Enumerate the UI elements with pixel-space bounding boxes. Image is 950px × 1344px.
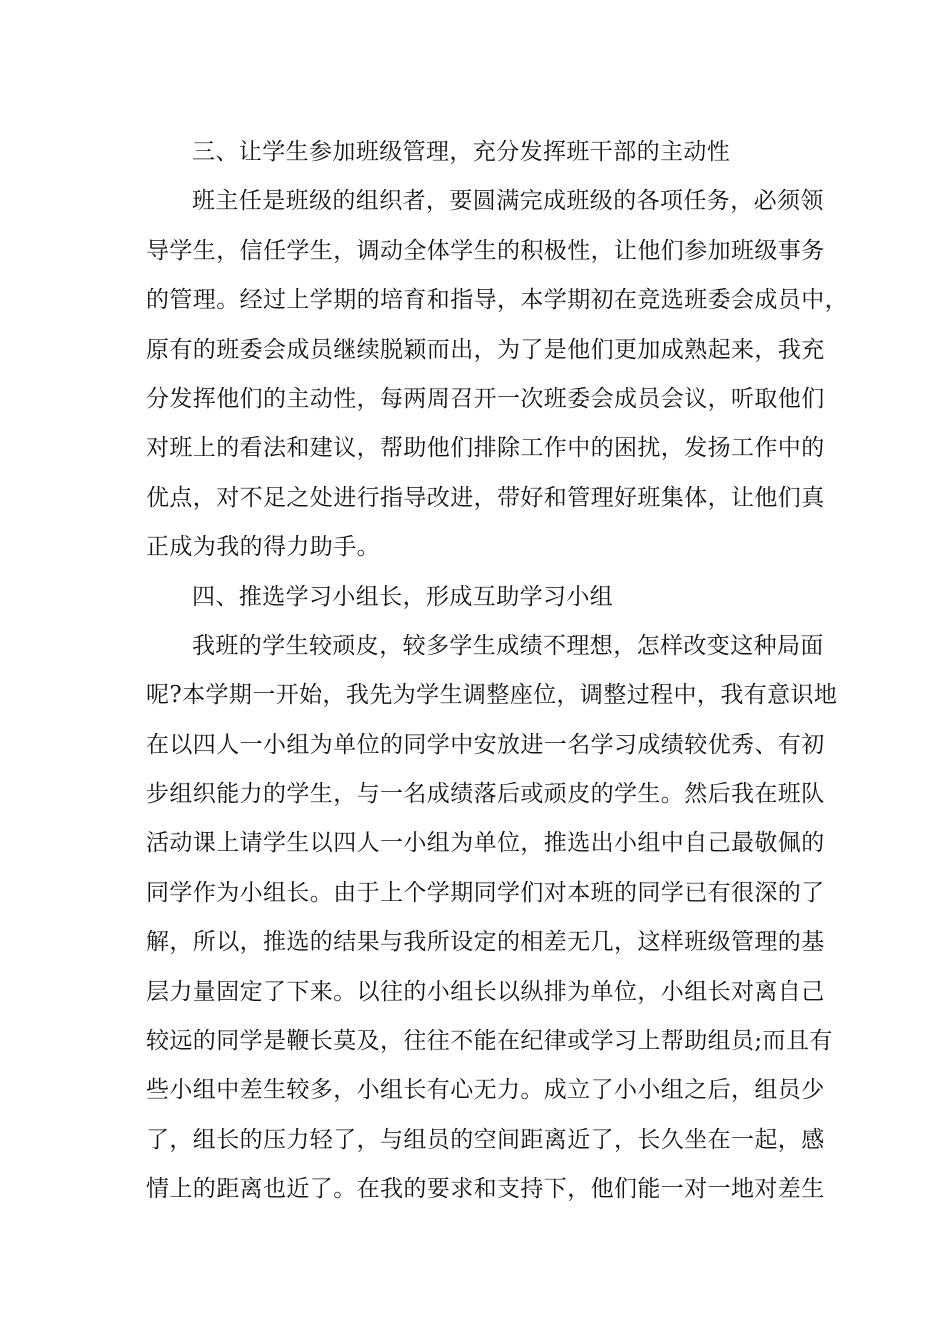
paragraph-line: 优点，对不足之处进行指导改进，带好和管理好班集体，让他们真 bbox=[146, 484, 825, 511]
paragraph-line: 呢?本学期一开始，我先为学生调整座位，调整过程中，我有意识地 bbox=[146, 682, 838, 709]
section-heading-4: 四、推选学习小组长，形成互助学习小组 bbox=[192, 583, 614, 610]
paragraph-line: 同学作为小组长。由于上个学期同学们对本班的同学已有很深的了 bbox=[146, 879, 825, 906]
section-heading-3: 三、让学生参加班级管理，充分发挥班干部的主动性 bbox=[192, 139, 731, 165]
paragraph-line: 班主任是班级的组织者，要圆满完成班级的各项任务，必须领 bbox=[192, 188, 824, 215]
paragraph-line: 了，组长的压力轻了，与组员的空间距离近了，长久坐在一起，感 bbox=[146, 1126, 825, 1153]
document-body bbox=[146, 128, 848, 1215]
paragraph-line: 在以四人一小组为单位的同学中安放进一名学习成绩较优秀、有初 bbox=[146, 731, 825, 758]
paragraph-line: 活动课上请学生以四人一小组为单位，推选出小组中自己最敬佩的 bbox=[146, 830, 825, 857]
paragraph-line: 的管理。经过上学期的培育和指导，本学期初在竞选班委会成员中， bbox=[146, 287, 848, 314]
paragraph-line: 对班上的看法和建议，帮助他们排除工作中的困扰，发扬工作中的 bbox=[146, 435, 825, 462]
paragraph-line: 步组织能力的学生，与一名成绩落后或顽皮的学生。然后我在班队 bbox=[146, 781, 825, 808]
paragraph-line: 情上的距离也近了。在我的要求和支持下，他们能一对一地对差生 bbox=[146, 1176, 825, 1203]
paragraph-line: 正成为我的得力助手。 bbox=[146, 534, 380, 561]
paragraph-line: 较远的同学是鞭长莫及，往往不能在纪律或学习上帮助组员;而且有 bbox=[146, 1028, 833, 1055]
paragraph-line: 我班的学生较顽皮，较多学生成绩不理想，怎样改变这种局面 bbox=[192, 632, 824, 659]
paragraph-line: 层力量固定了下来。以往的小组长以纵排为单位，小组长对离自己 bbox=[146, 978, 825, 1005]
paragraph-line: 导学生，信任学生，调动全体学生的积极性，让他们参加班级事务 bbox=[146, 237, 825, 264]
paragraph-line: 些小组中差生较多，小组长有心无力。成立了小小组之后，组员少 bbox=[146, 1077, 825, 1104]
paragraph-line: 原有的班委会成员继续脱颖而出，为了是他们更加成熟起来，我充 bbox=[146, 336, 825, 363]
paragraph-line: 分发挥他们的主动性，每两周召开一次班委会成员会议，听取他们 bbox=[146, 385, 825, 412]
paragraph-line: 解，所以，推选的结果与我所设定的相差无几，这样班级管理的基 bbox=[146, 929, 825, 956]
